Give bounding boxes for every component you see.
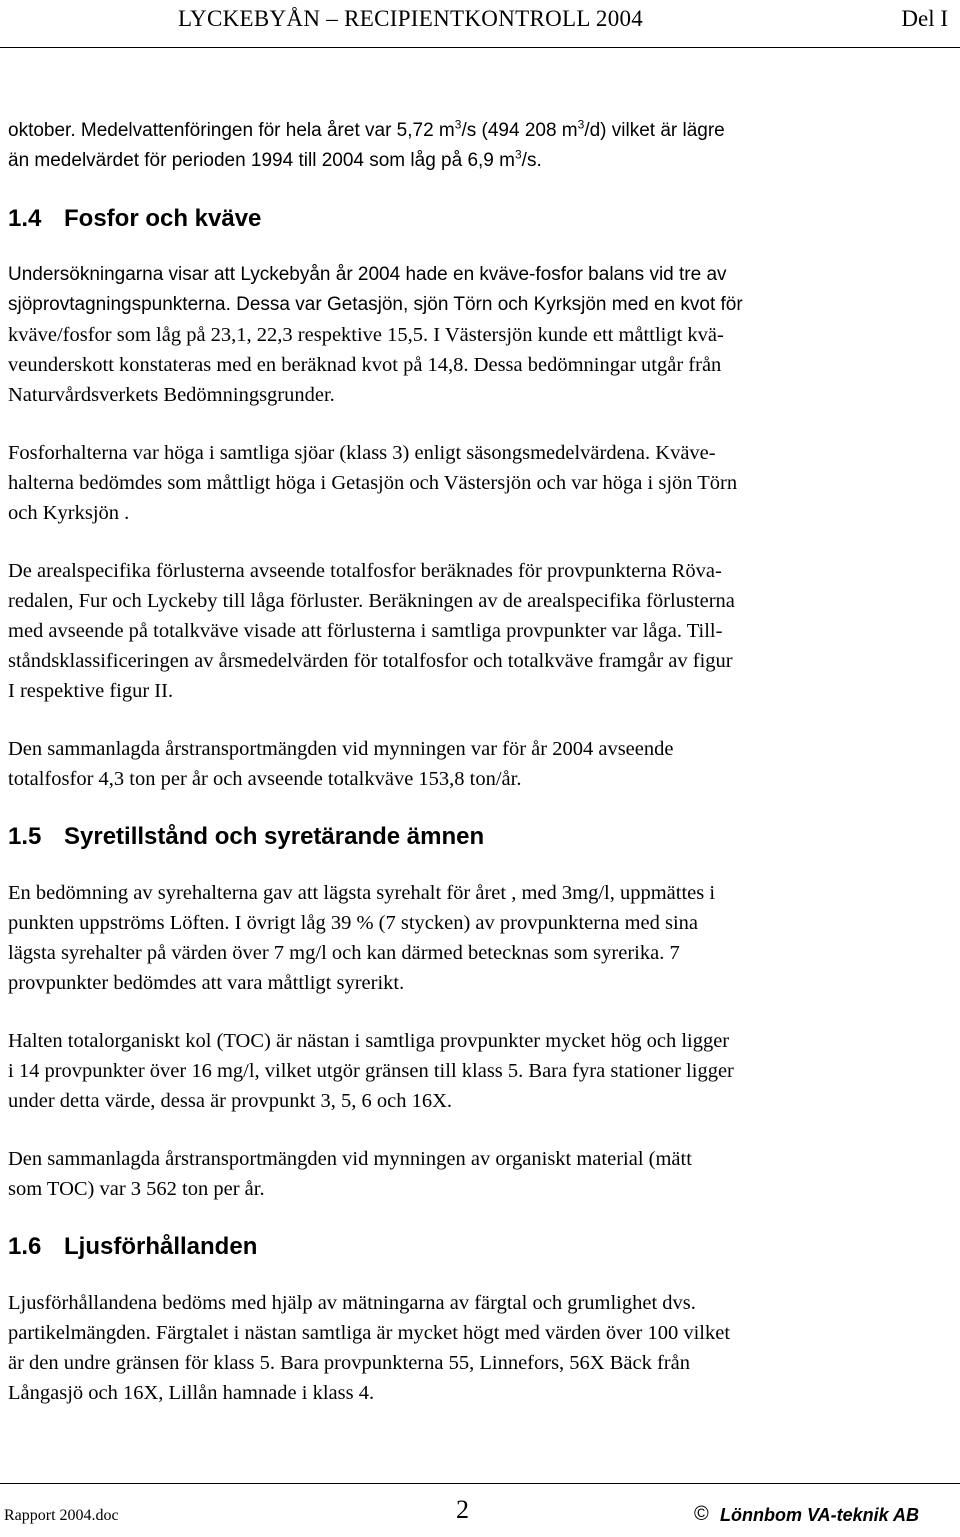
text-line: Ljusförhållandena bedöms med hjälp av mätningarna av färgtal och grumlighet dvs.	[8, 1292, 696, 1314]
text-line: kväve/fosfor som låg på 23,1, 22,3 respektive 15,5. I Västersjön kunde ett måttligt kvä-	[8, 324, 724, 346]
text-line: och Kyrksjön .	[8, 502, 130, 524]
text-line: under detta värde, dessa är provpunkt 3, 5, 6 och 16X.	[8, 1090, 453, 1112]
text-line: partikelmängden. Färgtalet i nästan samtliga är mycket högt med värden över 100 vilket	[8, 1322, 731, 1344]
page-footer	[0, 1495, 960, 1535]
text-line: sjöprovtagningspunkterna. Dessa var Getasjön, sjön Törn och Kyrksjön med en kvot för	[8, 294, 743, 315]
text-line: Undersökningarna visar att Lyckebyån år 2004 hade en kväve-fosfor balans vid tre av	[8, 264, 727, 285]
file-name: Rapport 2004.doc	[4, 1507, 119, 1524]
paragraph	[8, 556, 952, 706]
paragraph	[8, 438, 952, 528]
document-part: Del I	[901, 6, 948, 31]
paragraph	[8, 1288, 952, 1408]
text-line: oktober. Medelvattenföringen för hela året var 5,72 $m^3/s$ (494 208 $m^3/d$) vilket är lägre	[8, 117, 725, 141]
text-line: än medelvärdet för perioden 1994 till 2004 som låg på 6,9 $m^3/s$.	[8, 147, 542, 171]
paragraph	[8, 260, 952, 410]
text-line: Långasjö och 16X, Lillån hamnade i klass 4.	[8, 1382, 375, 1404]
text-line: veunderskott konstateras med en beräknad kvot på 14,8. Dessa bedömningar utgår från	[8, 354, 722, 376]
section-heading-1-5: 1.5 Syretillstånd och syretärande ämnen	[8, 823, 485, 850]
page-header	[0, 0, 960, 44]
text-line: i 14 provpunkter över 16 mg/l, vilket utgör gränsen till klass 5. Bara fyra stationer ligger	[8, 1060, 734, 1082]
copyright-icon: ©	[694, 1503, 709, 1525]
paragraph	[8, 1026, 952, 1116]
text-line: Den sammanlagda årstransportmängden vid mynningen av organiskt material (mätt	[8, 1148, 692, 1170]
text-line: totalfosfor 4,3 ton per år och avseende totalkväve 153,8 ton/år.	[8, 768, 522, 790]
text-line: redalen, Fur och Lyckeby till låga förluster. Beräkningen av de arealspecifika förlusterna	[8, 590, 735, 612]
intro-paragraph	[8, 116, 952, 176]
text-line: Halten totalorganiskt kol (TOC) är nästan i samtliga provpunkter mycket hög och ligger	[8, 1030, 730, 1052]
paragraph	[8, 878, 952, 998]
text-line: Naturvårdsverkets Bedömningsgrunder.	[8, 384, 335, 406]
page-number: 2	[456, 1495, 469, 1524]
text-line: Den sammanlagda årstransportmängden vid mynningen var för år 2004 avseende	[8, 738, 674, 760]
document-title: LYCKEBYÅN – RECIPIENTKONTROLL 2004	[178, 6, 644, 31]
header-divider	[0, 47, 960, 48]
company-logo: Lönnbom VA-teknik AB	[720, 1505, 919, 1525]
document-body	[8, 116, 952, 1436]
text-line: lägsta syrehalter på värden över 7 mg/l och kan därmed betecknas som syrerika. 7	[8, 942, 680, 964]
text-line: ståndsklassificeringen av årsmedelvärden för totalfosfor och totalkväve framgår av figur	[8, 650, 733, 672]
text-line: är den undre gränsen för klass 5. Bara provpunkterna 55, Linnefors, 56X Bäck från	[8, 1352, 690, 1374]
text-line: punkten uppströms Löften. I övrigt låg 39 % (7 stycken) av provpunkterna med sina	[8, 912, 699, 934]
text-line: De arealspecifika förlusterna avseende totalfosfor beräknades för provpunkterna Röva-	[8, 560, 722, 582]
section-heading-1-6: 1.6 Ljusförhållanden	[8, 1233, 258, 1260]
text-line: Fosforhalterna var höga i samtliga sjöar (klass 3) enligt säsongsmedelvärdena. Kväve-	[8, 442, 716, 464]
text-line: med avseende på totalkväve visade att förlusterna i samtliga provpunkter var låga. Till-	[8, 620, 723, 642]
footer-divider	[0, 1483, 960, 1484]
paragraph	[8, 1144, 952, 1204]
paragraph	[8, 734, 952, 794]
text-line: provpunkter bedömdes att vara måttligt syrerikt.	[8, 972, 405, 994]
text-line: som TOC) var 3 562 ton per år.	[8, 1178, 265, 1200]
text-line: En bedömning av syrehalterna gav att lägsta syrehalt för året , med 3mg/l, uppmättes i	[8, 882, 716, 904]
text-line: halterna bedömdes som måttligt höga i Getasjön och Västersjön och var höga i sjön Törn	[8, 472, 738, 494]
section-heading-1-4: 1.4 Fosfor och kväve	[8, 205, 262, 232]
text-line: I respektive figur II.	[8, 680, 174, 702]
